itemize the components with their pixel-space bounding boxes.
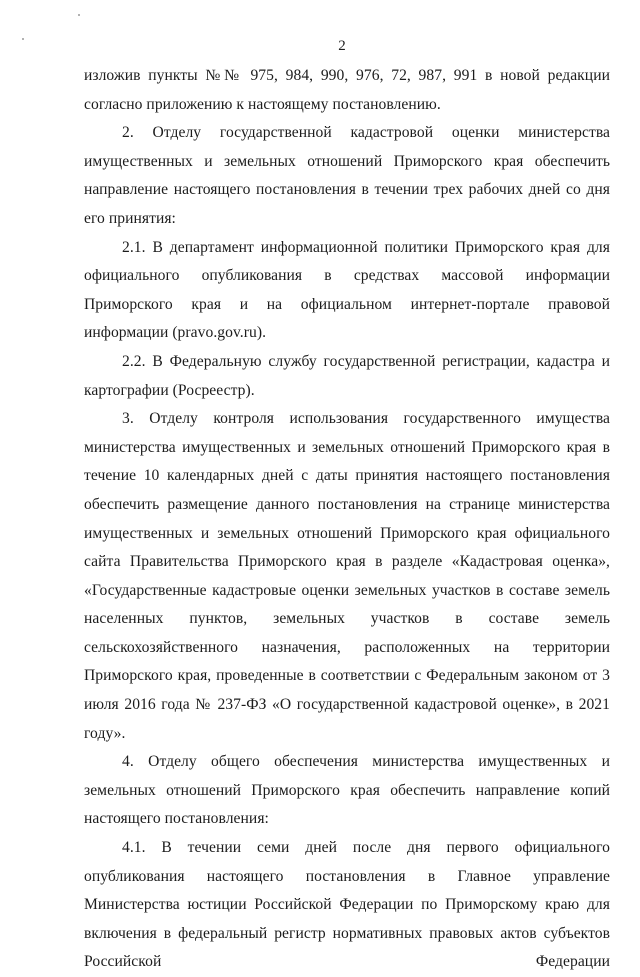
document-body [84, 62, 610, 977]
paragraph-item-2-1: 2.1. В департамент информационной политики Приморского края для официального опубликования в средствах массовой информации Приморского края и на официальном интернет-портале правовой информации (pravo.gov.ru). [84, 238, 610, 342]
paragraph-item-3: 3. Отделу контроля использования государственного имущества министерства имущественных и земельных отношений Приморского края в течение 10 календарных дней с даты принятия настоящего постановления обеспечить размещение данного постановления на странице министерства имущественных и земельных отношений Приморского края официального сайта Правительства Приморского края в разделе «Кадастровая оценка», «Государственные кадастровые оценки земельных участков в составе земель населенных пунктов, земельных участков в составе земель сельскохозяйственного назначения, расположенных на территории Приморского края, проведенные в соответствии с Федеральным законом от 3 июля 2016 года № 237-ФЗ «О государственной кадастровой оценке», в 2021 году». [84, 410, 610, 742]
paragraph-item-2: 2. Отделу государственной кадастровой оценки министерства имущественных и земельных отношений Приморского края обеспечить направление настоящего постановления в течении трех рабочих дней со дня его принятия: [84, 124, 610, 227]
page-number: 2 [338, 38, 346, 54]
paragraph-item-2-2: 2.2. В Федеральную службу государственной регистрации, кадастра и картографии (Росреестр). [84, 352, 610, 399]
paragraph-item-4-1: 4.1. В течении семи дней после дня первого официального опубликования настоящего постановления в Главное управление Министерства юстиции Российской Федерации по Приморскому краю для включения в федеральный регистр нормативных правовых актов субъектов Российской Федерации [84, 839, 610, 971]
paragraph-continuation: изложив пункты №№ 975, 984, 990, 976, 72, 987, 991 в новой редакции согласно приложению к настоящему постановлению. [84, 67, 610, 113]
paragraph-item-4: 4. Отделу общего обеспечения министерства имущественных и земельных отношений Приморского края обеспечить направление копий настоящего постановления: [84, 753, 610, 828]
scan-speck [78, 14, 80, 16]
